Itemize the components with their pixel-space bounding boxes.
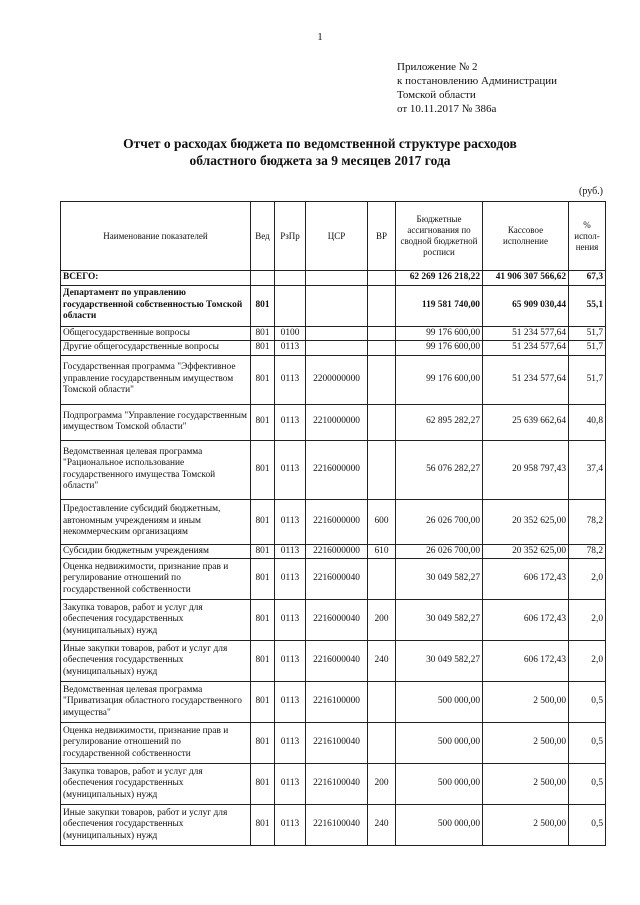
- cell-budget: 119 581 740,00: [396, 285, 483, 326]
- cell-vr: [368, 559, 396, 600]
- cell-cash: 606 172,43: [483, 600, 569, 641]
- cell-rz: [275, 271, 306, 286]
- cell-rz: 0113: [275, 764, 306, 805]
- cell-vr: [368, 355, 396, 404]
- cell-budget: 500 000,00: [396, 805, 483, 846]
- cell-ved: 801: [251, 600, 275, 641]
- cell-budget: 26 026 700,00: [396, 499, 483, 544]
- table-row: [61, 641, 606, 682]
- appendix-line: Приложение № 2: [397, 61, 478, 73]
- cell-ved: 801: [251, 682, 275, 723]
- cell-csr: 2216000040: [306, 600, 368, 641]
- cell-ved: 801: [251, 805, 275, 846]
- cell-budget: 30 049 582,27: [396, 641, 483, 682]
- cell-budget: 30 049 582,27: [396, 600, 483, 641]
- cell-rz: 0113: [275, 499, 306, 544]
- header-name: Наименование показателей: [61, 202, 251, 271]
- cell-vr: 610: [368, 544, 396, 559]
- cell-rz: 0113: [275, 341, 306, 356]
- cell-rz: 0113: [275, 682, 306, 723]
- table-row: [61, 326, 606, 341]
- cell-name: Субсидии бюджетным учреждениям: [61, 544, 251, 559]
- cell-budget: 26 026 700,00: [396, 544, 483, 559]
- budget-table: [60, 201, 606, 846]
- header-rzpr: РзПр: [275, 202, 306, 271]
- cell-name: ВСЕГО:: [61, 271, 251, 286]
- cell-pct: 51,7: [569, 326, 606, 341]
- cell-vr: [368, 341, 396, 356]
- cell-cash: 2 500,00: [483, 805, 569, 846]
- cell-csr: 2216000040: [306, 641, 368, 682]
- cell-csr: 2216000000: [306, 440, 368, 499]
- cell-csr: 2216000000: [306, 544, 368, 559]
- cell-budget: 30 049 582,27: [396, 559, 483, 600]
- cell-pct: 78,2: [569, 499, 606, 544]
- cell-vr: 240: [368, 805, 396, 846]
- cell-ved: 801: [251, 355, 275, 404]
- appendix-line: Томской области: [397, 89, 476, 101]
- cell-cash: 20 352 625,00: [483, 544, 569, 559]
- cell-pct: 0,5: [569, 682, 606, 723]
- cell-rz: 0113: [275, 723, 306, 764]
- cell-budget: 500 000,00: [396, 764, 483, 805]
- cell-csr: 2216100000: [306, 682, 368, 723]
- cell-pct: 55,1: [569, 285, 606, 326]
- cell-pct: 40,8: [569, 404, 606, 440]
- cell-cash: 2 500,00: [483, 723, 569, 764]
- cell-csr: 2216100040: [306, 805, 368, 846]
- cell-rz: 0113: [275, 404, 306, 440]
- table-row: [61, 499, 606, 544]
- table-row: [61, 341, 606, 356]
- cell-vr: [368, 326, 396, 341]
- cell-pct: 51,7: [569, 341, 606, 356]
- cell-csr: 2216100040: [306, 723, 368, 764]
- cell-ved: 801: [251, 341, 275, 356]
- table-row: [61, 559, 606, 600]
- cell-csr: [306, 271, 368, 286]
- appendix-line: к постановлению Администрации: [397, 75, 558, 87]
- cell-rz: 0113: [275, 544, 306, 559]
- cell-rz: 0113: [275, 600, 306, 641]
- cell-pct: 0,5: [569, 764, 606, 805]
- cell-name: Общегосударственные вопросы: [61, 326, 251, 341]
- cell-cash: 20 958 797,43: [483, 440, 569, 499]
- cell-ved: 801: [251, 559, 275, 600]
- report-title: [0, 135, 640, 169]
- cell-name: Закупка товаров, работ и услуг для обеспечения государственных (муниципальных) нужд: [61, 600, 251, 641]
- cell-name: Департамент по управлению государственной собственностью Томской области: [61, 285, 251, 326]
- cell-ved: 801: [251, 440, 275, 499]
- cell-vr: [368, 682, 396, 723]
- cell-vr: 240: [368, 641, 396, 682]
- cell-csr: 2200000000: [306, 355, 368, 404]
- cell-ved: 801: [251, 641, 275, 682]
- cell-cash: 41 906 307 566,62: [483, 271, 569, 286]
- cell-name: Подпрограмма "Управление государственным имуществом Томской области": [61, 404, 251, 440]
- cell-name: Оценка недвижимости, признание прав и регулирование отношений по государственной собственности: [61, 723, 251, 764]
- cell-pct: 0,5: [569, 723, 606, 764]
- table-header-row: [61, 202, 606, 271]
- cell-cash: 65 909 030,44: [483, 285, 569, 326]
- cell-csr: 2216000040: [306, 559, 368, 600]
- cell-name: Иные закупки товаров, работ и услуг для обеспечения государственных (муниципальных) нужд: [61, 805, 251, 846]
- cell-ved: 801: [251, 544, 275, 559]
- cell-cash: 606 172,43: [483, 641, 569, 682]
- cell-rz: 0100: [275, 326, 306, 341]
- cell-cash: 20 352 625,00: [483, 499, 569, 544]
- table-row: [61, 440, 606, 499]
- cell-vr: 600: [368, 499, 396, 544]
- table-row: [61, 404, 606, 440]
- cell-name: Ведомственная целевая программа "Рациональное использование государственного имущества Томской области": [61, 440, 251, 499]
- header-vr: ВР: [368, 202, 396, 271]
- report-title-line: Отчет о расходах бюджета по ведомственной структуре расходов: [123, 136, 517, 151]
- cell-rz: 0113: [275, 440, 306, 499]
- report-title-line: областного бюджета за 9 месяцев 2017 года: [189, 153, 451, 168]
- cell-ved: 801: [251, 326, 275, 341]
- cell-vr: [368, 271, 396, 286]
- cell-cash: 606 172,43: [483, 559, 569, 600]
- cell-cash: 2 500,00: [483, 682, 569, 723]
- cell-name: Закупка товаров, работ и услуг для обеспечения государственных (муниципальных) нужд: [61, 764, 251, 805]
- cell-rz: 0113: [275, 559, 306, 600]
- header-percent: % испол-нения: [569, 202, 606, 271]
- cell-csr: 2210000000: [306, 404, 368, 440]
- cell-pct: 37,4: [569, 440, 606, 499]
- cell-budget: 500 000,00: [396, 723, 483, 764]
- table-row: [61, 355, 606, 404]
- cell-name: Ведомственная целевая программа "Приватизация областного государственного имущества": [61, 682, 251, 723]
- table-row: [61, 544, 606, 559]
- cell-pct: 2,0: [569, 559, 606, 600]
- cell-cash: 51 234 577,64: [483, 355, 569, 404]
- cell-rz: 0113: [275, 355, 306, 404]
- table-row: [61, 682, 606, 723]
- cell-cash: 51 234 577,64: [483, 326, 569, 341]
- cell-rz: [275, 285, 306, 326]
- cell-vr: [368, 285, 396, 326]
- cell-vr: [368, 404, 396, 440]
- appendix-block: [397, 60, 557, 116]
- cell-pct: 0,5: [569, 805, 606, 846]
- cell-ved: 801: [251, 499, 275, 544]
- cell-rz: 0113: [275, 641, 306, 682]
- cell-cash: 2 500,00: [483, 764, 569, 805]
- table-row: [61, 723, 606, 764]
- cell-budget: 62 269 126 218,22: [396, 271, 483, 286]
- cell-cash: 51 234 577,64: [483, 341, 569, 356]
- cell-pct: 2,0: [569, 600, 606, 641]
- page-number: 1: [317, 31, 323, 43]
- table-row: [61, 764, 606, 805]
- header-budget: Бюджетные ассигнования по сводной бюджетной росписи: [396, 202, 483, 271]
- cell-cash: 25 639 662,64: [483, 404, 569, 440]
- header-cash: Кассовое исполнение: [483, 202, 569, 271]
- cell-pct: 78,2: [569, 544, 606, 559]
- cell-budget: 99 176 600,00: [396, 326, 483, 341]
- cell-ved: [251, 271, 275, 286]
- cell-vr: 200: [368, 600, 396, 641]
- cell-name: Другие общегосударственные вопросы: [61, 341, 251, 356]
- cell-pct: 2,0: [569, 641, 606, 682]
- cell-budget: 56 076 282,27: [396, 440, 483, 499]
- table-row: [61, 600, 606, 641]
- cell-budget: 62 895 282,27: [396, 404, 483, 440]
- cell-ved: 801: [251, 764, 275, 805]
- cell-budget: 99 176 600,00: [396, 341, 483, 356]
- cell-name: Предоставление субсидий бюджетным, автономным учреждениям и иным некоммерческим организациям: [61, 499, 251, 544]
- cell-csr: [306, 341, 368, 356]
- table-row: [61, 285, 606, 326]
- appendix-line: от 10.11.2017 № 386а: [397, 103, 497, 115]
- header-ved: Вед: [251, 202, 275, 271]
- cell-budget: 99 176 600,00: [396, 355, 483, 404]
- cell-name: Иные закупки товаров, работ и услуг для обеспечения государственных (муниципальных) нужд: [61, 641, 251, 682]
- cell-ved: 801: [251, 285, 275, 326]
- cell-csr: 2216000000: [306, 499, 368, 544]
- cell-budget: 500 000,00: [396, 682, 483, 723]
- cell-rz: 0113: [275, 805, 306, 846]
- unit-label: (руб.): [579, 186, 603, 197]
- cell-pct: 67,3: [569, 271, 606, 286]
- cell-vr: [368, 440, 396, 499]
- cell-vr: 200: [368, 764, 396, 805]
- cell-name: Оценка недвижимости, признание прав и регулирование отношений по государственной собственности: [61, 559, 251, 600]
- cell-csr: [306, 326, 368, 341]
- cell-ved: 801: [251, 404, 275, 440]
- cell-vr: [368, 723, 396, 764]
- cell-ved: 801: [251, 723, 275, 764]
- cell-pct: 51,7: [569, 355, 606, 404]
- cell-csr: [306, 285, 368, 326]
- header-csr: ЦСР: [306, 202, 368, 271]
- cell-csr: 2216100040: [306, 764, 368, 805]
- cell-name: Государственная программа "Эффективное управление государственным имуществом Томской области": [61, 355, 251, 404]
- table-row: [61, 805, 606, 846]
- table-row: [61, 271, 606, 286]
